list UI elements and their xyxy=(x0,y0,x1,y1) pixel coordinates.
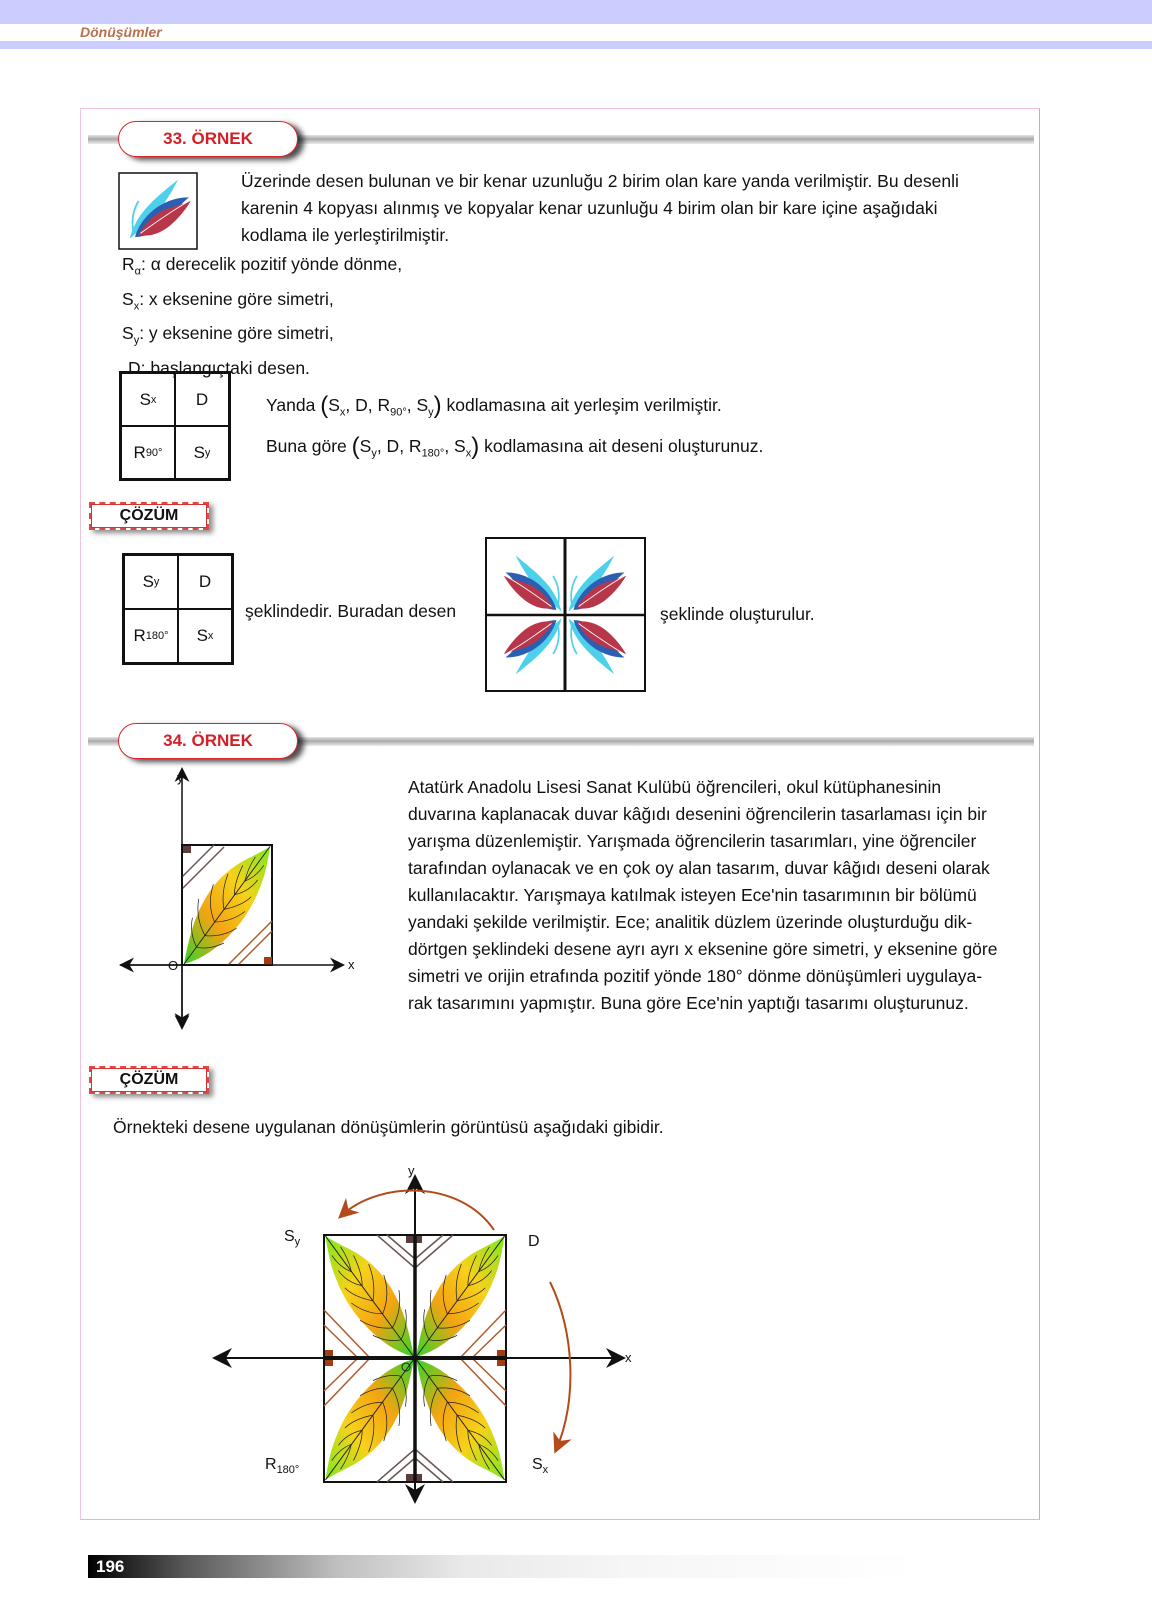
header-band xyxy=(0,0,1152,24)
grid-cell: S x xyxy=(121,373,175,426)
example-33-question xyxy=(266,389,763,470)
example-34-text xyxy=(408,774,1048,1017)
grid-cell: S y xyxy=(124,555,178,609)
definition-sy: $S_y$: y eksenine göre simetri, xyxy=(122,323,334,347)
final-y-axis-label: y xyxy=(408,1163,415,1178)
grid-cell: D xyxy=(178,555,232,609)
code-grid-given xyxy=(119,371,231,481)
intro-line: Üzerinde desen bulunan ve bir kenar uzunluğu 2 birim olan kare yanda verilmiştir. Bu desenli xyxy=(241,171,959,191)
definition-d: D: başlangıçtaki desen. xyxy=(128,357,310,378)
example-33-tag: 33. ÖRNEK xyxy=(118,121,298,157)
intro-line: kodlama ile yerleştirilmiştir. xyxy=(241,225,450,245)
page-number-bar xyxy=(88,1555,918,1578)
example-33-intro xyxy=(241,168,1041,249)
transformed-pattern-figure xyxy=(200,1160,650,1505)
text-line: yarışma düzenlemiştir. Yarışmada öğrencilerin tasarımları, yine öğrenciler xyxy=(408,831,977,851)
solution-34-tag: ÇÖZÜM xyxy=(89,1066,209,1094)
label-sx: $S_x$ xyxy=(532,1456,549,1477)
grid-cell: R 180° xyxy=(124,609,178,663)
definition-sx: $S_x$: x eksenine göre simetri, xyxy=(122,288,334,312)
tulip-pattern-result xyxy=(485,537,646,692)
question-line-1: Yanda ($S_x$, D, $R_{90^\circ}$, $S_y$) kodlamasına ait yerleşim verilmiştir. xyxy=(266,392,722,419)
header-band-lower xyxy=(0,41,1152,49)
label-r180: $R_{180^\circ}$ xyxy=(265,1456,300,1477)
solution-text-after: şeklinde oluşturulur. xyxy=(660,604,815,624)
origin-label: O xyxy=(168,958,179,973)
grid-cell: S x xyxy=(178,609,232,663)
definitions-list xyxy=(122,251,402,382)
grid-cell: R 90° xyxy=(121,426,175,479)
example-34-tag: 34. ÖRNEK xyxy=(118,723,298,759)
grid-cell: S y xyxy=(175,426,229,479)
question-line-2: Buna göre ($S_y$, D, $R_{180^\circ}$, $S_x$) kodlamasına ait deseni oluşturunuz. xyxy=(266,432,764,460)
label-d: D xyxy=(528,1233,540,1250)
text-line: tarafından oylanacak ve en çok oy alan tasarım, duvar kâğıdı deseni olarak xyxy=(408,858,990,878)
text-line: Atatürk Anadolu Lisesi Sanat Kulübü öğrencileri, okul kütüphanesinin xyxy=(408,777,942,797)
label-sy: $S_y$ xyxy=(284,1228,301,1249)
text-line: simetri ve orijin etrafında pozitif yönde 180° dönme dönüşümleri uygulaya- xyxy=(408,966,983,986)
code-grid-solution xyxy=(122,553,234,665)
solution-text-before: şeklindedir. Buradan desen xyxy=(245,601,457,621)
final-x-axis-label: x xyxy=(625,1350,632,1365)
definition-rotation: $R_\alpha$: α derecelik pozitif yönde dönme, xyxy=(122,254,403,278)
page-number: 196 xyxy=(96,1557,125,1576)
text-line: yandaki şekilde verilmiştir. Ece; analitik düzlem üzerinde oluşturduğu dik- xyxy=(408,912,973,932)
solution-33-tag: ÇÖZÜM xyxy=(89,502,209,530)
text-line: dörtgen şeklindeki desene ayrı ayrı x eksenine göre simetri, y eksenine göre xyxy=(408,939,998,959)
solution-34-text: Örnekteki desene uygulanan dönüşümlerin görüntüsü aşağıdaki gibidir. xyxy=(113,1117,664,1137)
y-axis-label: y xyxy=(177,770,184,785)
text-line: rak tasarımını yapmıştır. Buna göre Ece'nin yaptığı tasarımı oluşturunuz. xyxy=(408,993,969,1013)
leaf-rectangle-figure xyxy=(112,765,372,1030)
text-line: kullanılacaktır. Yarışmaya katılmak isteyen Ece'nin tasarımının bir bölümü xyxy=(408,885,977,905)
text-line: duvarına kaplanacak duvar kâğıdı desenini öğrencilerin tasarlaması için bir xyxy=(408,804,987,824)
x-axis-label: x xyxy=(348,957,355,972)
chapter-title: Dönüşümler xyxy=(80,24,162,40)
grid-cell: D xyxy=(175,373,229,426)
tulip-tile-image xyxy=(118,172,198,250)
intro-line: karenin 4 kopyası alınmış ve kopyalar kenar uzunluğu 4 birim olan bir kare içine aşağıdaki xyxy=(241,198,938,218)
